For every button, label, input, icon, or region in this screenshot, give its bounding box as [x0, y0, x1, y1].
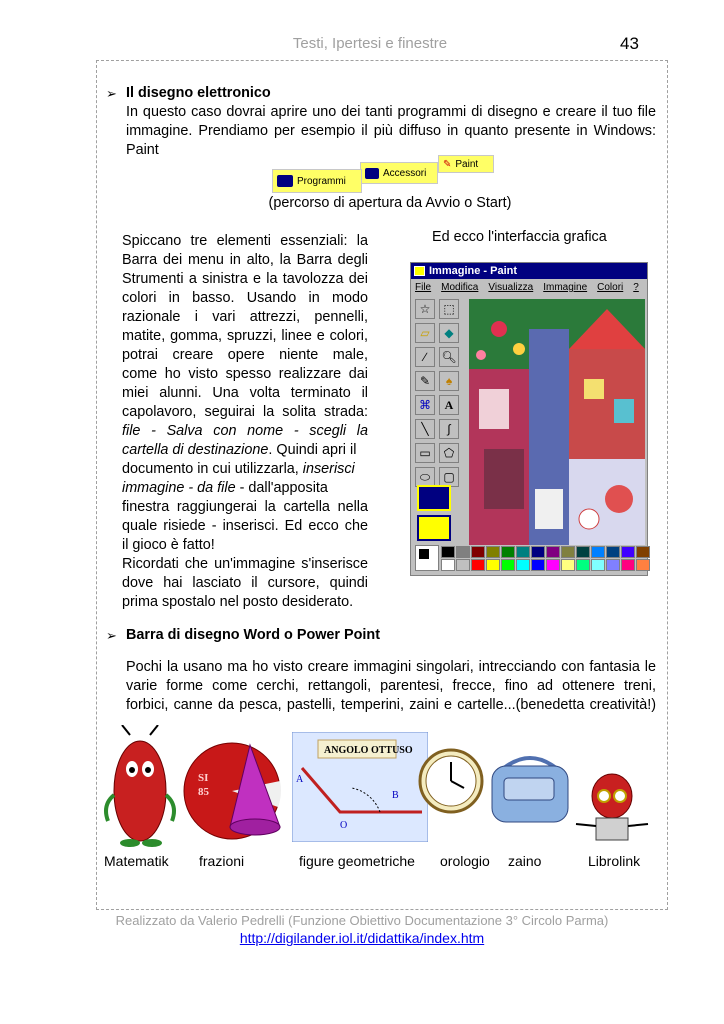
palette-swatch [501, 546, 515, 558]
label-frazioni: frazioni [199, 853, 245, 869]
desc-line: Strumenti a sinistra e la tavolozza dei [122, 271, 368, 287]
desc-line: razionale i vari attrezzi, pennelli, [122, 309, 368, 325]
palette-swatch [531, 559, 545, 571]
palette-swatch [636, 546, 650, 558]
paint-menu-label: Paint [455, 158, 479, 170]
palette-swatch [486, 546, 500, 558]
fill-icon: ◆ [439, 323, 459, 343]
canvas-circle [605, 485, 633, 513]
palette-swatch [531, 546, 545, 558]
menu-colori: Colori [597, 282, 624, 293]
canvas-window [584, 379, 604, 399]
label-zaino: zaino [508, 853, 542, 869]
desc-line: prima spostalo nel posto desiderato. [122, 594, 354, 610]
eraser-icon: ▱ [415, 323, 435, 343]
canvas-flower [513, 343, 525, 355]
section1-line-2: immagine. Prendiamo per esempio il più diffuso in quanto presente in Windows: [126, 123, 656, 139]
desc-line: dove hai lasciato il cursore, quindi [122, 575, 368, 591]
angle-point-label: B [392, 790, 399, 801]
programmi-menu-label: Programmi [297, 175, 346, 187]
bullet-arrow-icon: ➢ [106, 86, 117, 101]
arm [576, 824, 596, 826]
desc-span: documento in cui utilizzarla, [122, 461, 303, 477]
angle-title: ANGOLO OTTUSO [324, 745, 413, 756]
palette-swatch [621, 546, 635, 558]
page-number: 43 [620, 34, 639, 53]
path-caption: (percorso di apertura da Avvio o Start) [268, 195, 512, 211]
label-matematik: Matematik [104, 853, 169, 869]
foot [142, 839, 162, 847]
programmi-menu-item [272, 169, 362, 193]
curve-icon: ∫ [439, 419, 459, 439]
desc-italic-span: inserisci [302, 461, 355, 477]
matematik-character-illustration [100, 725, 180, 850]
palette-swatch [486, 559, 500, 571]
backpack-illustration [484, 748, 576, 828]
desc-line: come ho visto spesso realizzare dai [122, 366, 368, 382]
palette-swatch [621, 559, 635, 571]
desc-line: Ricordati che un'immagine s'inserisce [122, 556, 368, 572]
folder-icon [277, 175, 293, 187]
section1-line-1: In questo caso dovrai aprire uno dei tanti programmi di disegno e creare il tuo file [126, 104, 656, 120]
running-header-title: Testi, Ipertesi e finestre [292, 35, 448, 52]
menu-modifica: Modifica [441, 282, 479, 293]
desc-line: matite, gomma, spruzzi, linee e colori, [122, 328, 368, 344]
body-book [596, 818, 628, 840]
palette-swatch [441, 546, 455, 558]
text-icon: A [439, 395, 459, 415]
section2-line-2: varie forme come cerchi, rettangoli, parentesi, frecce, fino ad ottenere treni, [126, 678, 656, 694]
canvas-circle [579, 509, 599, 529]
paint-canvas-drawing [469, 299, 645, 545]
label-librolink: Librolink [588, 853, 641, 869]
foot [120, 839, 140, 847]
glasses-lens [598, 790, 610, 802]
palette-swatch [606, 559, 620, 571]
pie-text: 85 [198, 786, 209, 798]
rounded-rect-icon: ▢ [439, 467, 459, 487]
desc-line: Spiccano tre elementi essenziali: la [122, 233, 368, 249]
ellipse-icon: ⬭ [415, 467, 435, 487]
interface-caption: Ed ecco l'interfaccia grafica [432, 229, 607, 245]
desc-span: . Quindi apri il [268, 442, 357, 458]
palette-swatch [471, 546, 485, 558]
desc-line: potrai creare opere niente male, [122, 347, 368, 363]
clock-illustration [418, 748, 484, 814]
palette-swatch [516, 546, 530, 558]
pie-text: SI [198, 772, 209, 784]
palette-swatch [456, 546, 470, 558]
desc-line-mixed [122, 441, 368, 460]
canvas-flower [491, 321, 507, 337]
label-orologio: orologio [440, 853, 490, 869]
rectangle-icon: ▭ [415, 443, 435, 463]
paint-description [122, 232, 368, 612]
palette-swatch [456, 559, 470, 571]
color-picker-icon: ∕ [415, 347, 435, 367]
palette-swatch [501, 559, 515, 571]
desc-line-mixed [122, 460, 368, 479]
desc-line: finestra raggiungerai la cartella nella [122, 499, 368, 515]
desc-line: capolavoro, seguirai la solita strada: [122, 404, 368, 420]
clipart-tool-icon [417, 485, 451, 511]
pupil [129, 767, 135, 773]
line-icon: ╲ [415, 419, 435, 439]
antenna [122, 725, 130, 735]
canvas-door [484, 449, 524, 509]
backpack-pocket [504, 778, 554, 800]
angle-diagram-illustration [292, 732, 428, 842]
cone-base [230, 819, 280, 835]
palette-swatch [561, 546, 575, 558]
section1-line-3: Paint [126, 142, 159, 158]
menu-immagine: Immagine [543, 282, 588, 293]
current-colors-indicator [415, 545, 439, 571]
footer-credit: Realizzato da Valerio Pedrelli (Funzione Obiettivo Documentazione 3° Circolo Parma) [115, 913, 609, 928]
magnifier-icon: 🔍︎ [439, 347, 459, 367]
desc-span: - dall'apposita [235, 480, 328, 496]
brush-icon: ♠ [439, 371, 459, 391]
desc-line-italic: file - Salva con nome - scegli la [122, 423, 368, 439]
desc-line: Barra dei menu in alto, la Barra degli [122, 252, 368, 268]
accessori-menu-item [360, 162, 438, 184]
paint-menu-bar [411, 279, 647, 297]
pencil-icon: ✎ [415, 371, 435, 391]
paint-title-text: Immagine - Paint [429, 265, 518, 277]
desc-line: il gioco è fatto! [122, 537, 215, 553]
desc-italic-span: cartella di destinazione [122, 442, 269, 458]
bullet-arrow-icon: ➢ [106, 628, 117, 643]
paint-toolbox [415, 299, 461, 487]
section1-heading: Il disegno elettronico [126, 85, 271, 101]
angle-point-label: O [340, 820, 348, 831]
section2-body [126, 658, 656, 715]
start-menu-path-image [272, 155, 496, 195]
palette-swatch [576, 559, 590, 571]
palette-swatch [471, 559, 485, 571]
polygon-icon: ⬠ [439, 443, 459, 463]
clipart-tool-icon [417, 515, 451, 541]
palette-swatch [516, 559, 530, 571]
section2-line-3: forbici, canne da pesca, pastelli, temperini, zaini e cartelle...(benedetta creatività!) [126, 697, 656, 713]
canvas-gate [535, 489, 563, 529]
canvas-flower [476, 350, 486, 360]
menu-file: File [415, 282, 432, 293]
paint-title-bar [411, 263, 647, 279]
angle-point-label: A [296, 774, 304, 785]
accessori-menu-label: Accessori [383, 167, 427, 179]
glasses-lens [614, 790, 626, 802]
desc-line: quale risiede - inserisci. Ed ecco che [122, 518, 368, 534]
color-palette [441, 546, 650, 571]
canvas-window [479, 389, 509, 429]
menu-help: ? [633, 282, 639, 293]
desc-line-mixed [122, 479, 368, 498]
palette-swatch [591, 559, 605, 571]
desc-italic-span: immagine - da file [122, 480, 236, 496]
folder-icon [365, 168, 379, 179]
desc-line: colori in basso. Usando in modo [122, 290, 368, 306]
palette-swatch [441, 559, 455, 571]
palette-swatch [576, 546, 590, 558]
footer-link[interactable]: http://digilander.iol.it/didattika/index.htm [239, 930, 485, 946]
rect-select-icon: ⬚ [439, 299, 459, 319]
palette-swatch [561, 559, 575, 571]
paint-menu-item [438, 155, 494, 173]
palette-swatch [546, 546, 560, 558]
fraction-pie-illustration [180, 735, 300, 845]
canvas-window [614, 399, 634, 423]
paint-window-screenshot [410, 262, 648, 576]
section2-line-1: Pochi la usano ma ho visto creare immagini singolari, intrecciando con fantasia le [126, 659, 656, 675]
body-shape [114, 741, 166, 841]
foreground-color [419, 549, 429, 559]
palette-swatch [546, 559, 560, 571]
free-select-icon: ☆ [415, 299, 435, 319]
palette-swatch [606, 546, 620, 558]
airbrush-icon: ⌘ [415, 395, 435, 415]
label-figure-geometriche: figure geometriche [299, 853, 415, 869]
paint-app-icon [414, 266, 425, 276]
paint-icon: ✎ [443, 158, 452, 170]
section1-body [126, 103, 656, 160]
antenna [150, 725, 158, 735]
desc-line: miei alunni. Una volta terminato il [122, 385, 368, 401]
arm [166, 795, 174, 821]
arm [106, 795, 114, 821]
palette-swatch [591, 546, 605, 558]
palette-swatch [636, 559, 650, 571]
arm [628, 824, 648, 826]
section2-heading: Barra di disegno Word o Power Point [126, 627, 380, 643]
librolink-character-illustration [566, 766, 658, 848]
menu-visualizza: Visualizza [488, 282, 534, 293]
pupil [145, 767, 151, 773]
